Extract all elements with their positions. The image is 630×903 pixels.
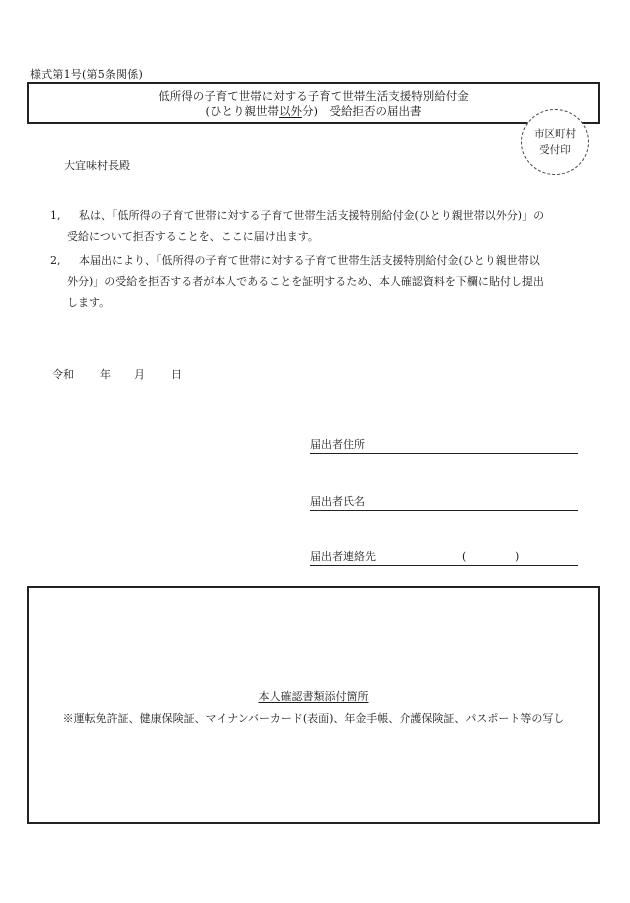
id-attachment-title: 本人確認書類添付箇所 [258,690,369,703]
date-year: 年 [100,368,111,381]
date-era: 令和 [52,368,74,381]
title-underlined-text: 以外 [279,104,302,118]
reception-stamp-circle [521,109,589,175]
paragraph-1 [50,205,590,247]
title-line2-part2: 分) 受給拒否の届出書 [302,104,422,118]
document-title-box [27,82,600,124]
stamp-label-line2: 受付印 [539,144,571,156]
applicant-address-field[interactable] [310,437,578,454]
date-month: 月 [134,368,145,381]
document-title-line1: 低所得の子育て世帯に対する子育て世帯生活支援特別給付金 [158,89,469,103]
paragraph-1-text: 私は、「低所得の子育て世帯に対する子育て世帯生活支援特別給付金(ひとり親世帯以外分)」の 受給について拒否することを、ここに届け出ます。 [67,209,545,243]
id-attachment-note: ※運転免許証、健康保険証、マイナンバーカード(表面)、年金手帳、介護保険証、パスポート等の写し [62,712,565,725]
applicant-contact-field[interactable] [310,549,578,566]
title-line2-part1: (ひとり親世帯 [205,104,279,118]
form-number: 様式第1号(第5条関係) [30,68,143,81]
addressee: 大宜味村長殿 [64,159,130,172]
paragraph-2 [50,250,590,313]
date-day: 日 [171,368,182,381]
date-line [52,366,182,382]
paragraph-2-number: 2, [50,254,61,267]
applicant-name-field[interactable] [310,494,578,511]
paragraph-2-text: 本届出により、「低所得の子育て世帯に対する子育て世帯生活支援特別給付金(ひとり親世帯以 外分)」の受給を拒否する者が本人であることを証明するため、本人確認資料を下欄に貼付し提出 します。 [67,254,544,309]
applicant-name-label: 届出者氏名 [310,495,365,508]
applicant-address-label: 届出者住所 [310,438,365,451]
document-title-line2 [29,104,598,119]
stamp-label-line1: 市区町村 [534,128,576,140]
contact-paren-close: ) [515,550,520,563]
id-document-attachment-box [27,586,600,824]
applicant-contact-label: 届出者連絡先 [310,550,376,563]
contact-paren-open: ( [462,550,467,563]
paragraph-1-number: 1, [50,209,61,222]
